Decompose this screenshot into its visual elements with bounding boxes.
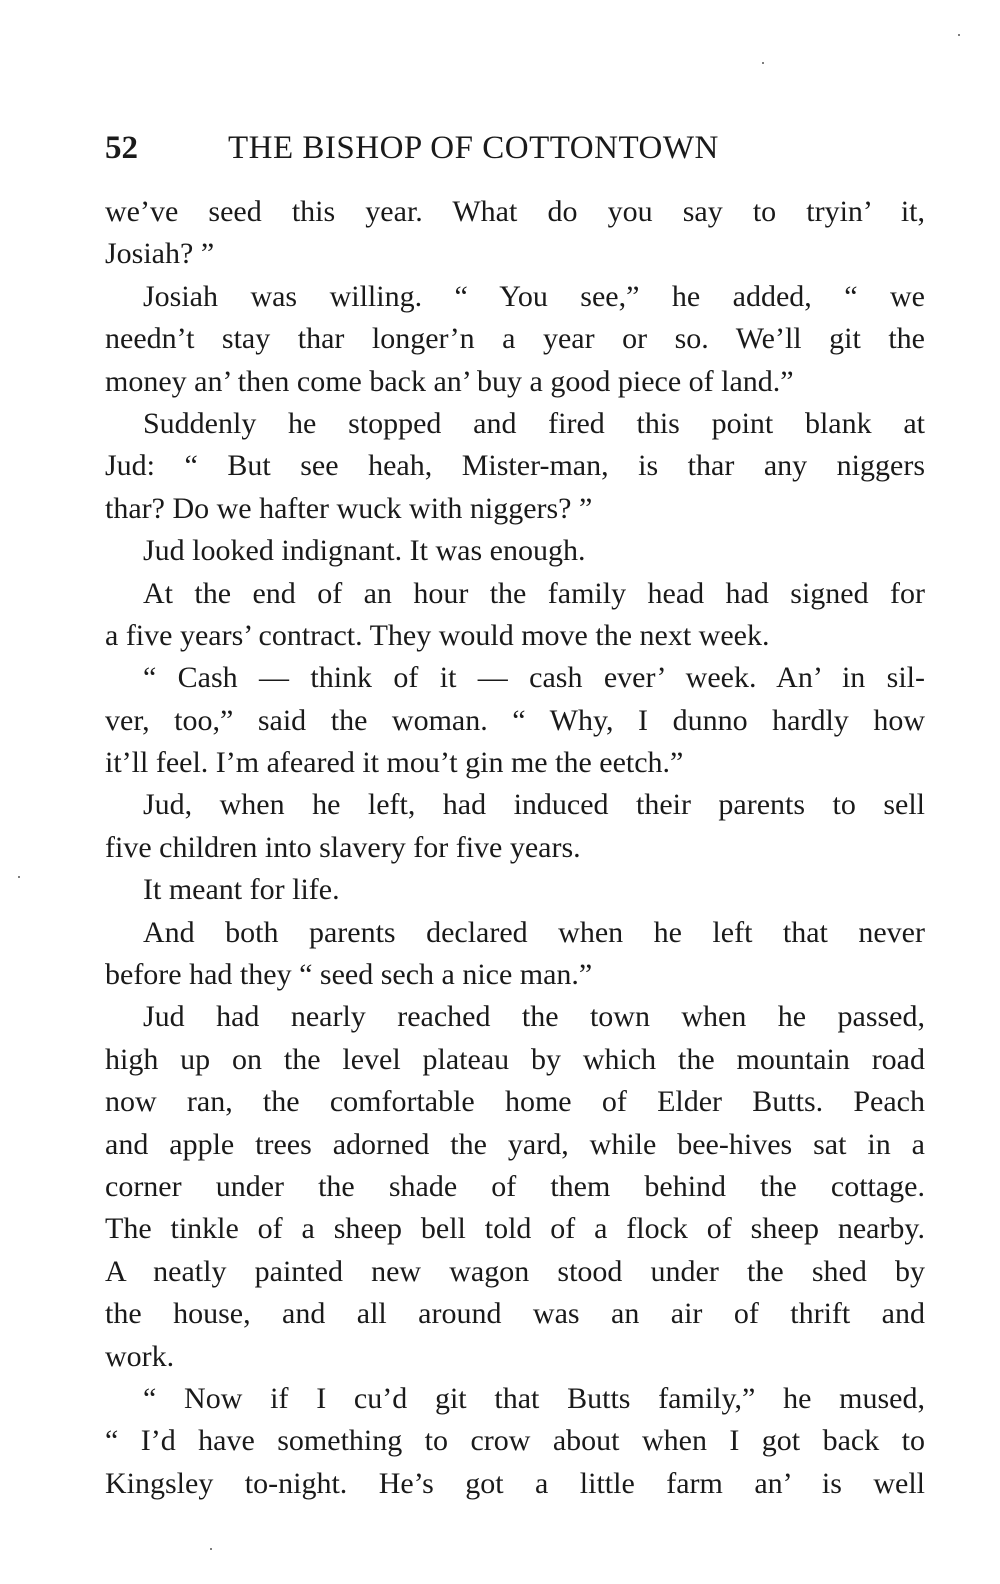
text-line: now ran, the comfortable home of Elder Butts. Peach: [105, 1085, 925, 1119]
text-line: and apple trees adorned the yard, while bee-hives sat in a: [105, 1127, 925, 1161]
text-line: Jud, when he left, had induced their parents to sell: [143, 788, 925, 822]
text-line: thar? Do we hafter wuck with niggers? ”: [105, 491, 593, 525]
text-line: The tinkle of a sheep bell told of a flock of sheep nearby.: [105, 1212, 925, 1246]
text-line: the house, and all around was an air of thrift and: [105, 1297, 925, 1331]
text-line: needn’t stay thar longer’n a year or so. We’ll git the: [105, 322, 925, 356]
paper-speck: [210, 1548, 212, 1550]
text-line: five children into slavery for five years.: [105, 830, 581, 864]
paper-speck: [762, 62, 764, 64]
text-line: A neatly painted new wagon stood under the shed by: [105, 1254, 925, 1288]
text-line: And both parents declared when he left that never: [143, 915, 925, 949]
paper-speck: [18, 876, 20, 878]
text-line: “ Now if I cu’d git that Butts family,” he mused,: [143, 1381, 925, 1415]
text-line: it’ll feel. I’m afeared it mou’t gin me the eetch.”: [105, 746, 684, 780]
text-line: before had they “ seed sech a nice man.”: [105, 958, 593, 992]
running-title: THE BISHOP OF COTTONTOWN: [228, 130, 719, 166]
text-line: a five years’ contract. They would move the next week.: [105, 618, 770, 652]
text-line: Jud looked indignant. It was enough.: [143, 534, 586, 568]
text-line: ver, too,” said the woman. “ Why, I dunno hardly how: [105, 703, 925, 737]
page-number: 52: [105, 130, 138, 166]
text-line: “ Cash — think of it — cash ever’ week. An’ in sil-: [143, 661, 925, 695]
text-line: Jud: “ But see heah, Mister-man, is thar any niggers: [105, 449, 925, 483]
paper-speck: [958, 34, 960, 36]
text-line: Jud had nearly reached the town when he passed,: [143, 1000, 925, 1034]
text-line: corner under the shade of them behind the cottage.: [105, 1169, 925, 1203]
body-text: [105, 191, 925, 1505]
text-line: Suddenly he stopped and fired this point blank at: [143, 406, 925, 440]
text-line: work.: [105, 1339, 175, 1373]
text-line: Josiah was willing. “ You see,” he added, “ we: [143, 279, 925, 313]
text-line: we’ve seed this year. What do you say to tryin’ it,: [105, 195, 925, 228]
text-line: money an’ then come back an’ buy a good piece of land.”: [105, 364, 794, 398]
text-line: At the end of an hour the family head had signed for: [143, 576, 925, 610]
page-header: [105, 126, 925, 170]
text-line: Josiah? ”: [105, 237, 215, 271]
text-line: high up on the level plateau by which the mountain road: [105, 1042, 925, 1076]
text-line: It meant for life.: [143, 873, 340, 907]
text-line: Kingsley to-night. He’s got a little farm an’ is well: [105, 1466, 925, 1500]
text-line: “ I’d have something to crow about when I got back to: [105, 1424, 925, 1458]
